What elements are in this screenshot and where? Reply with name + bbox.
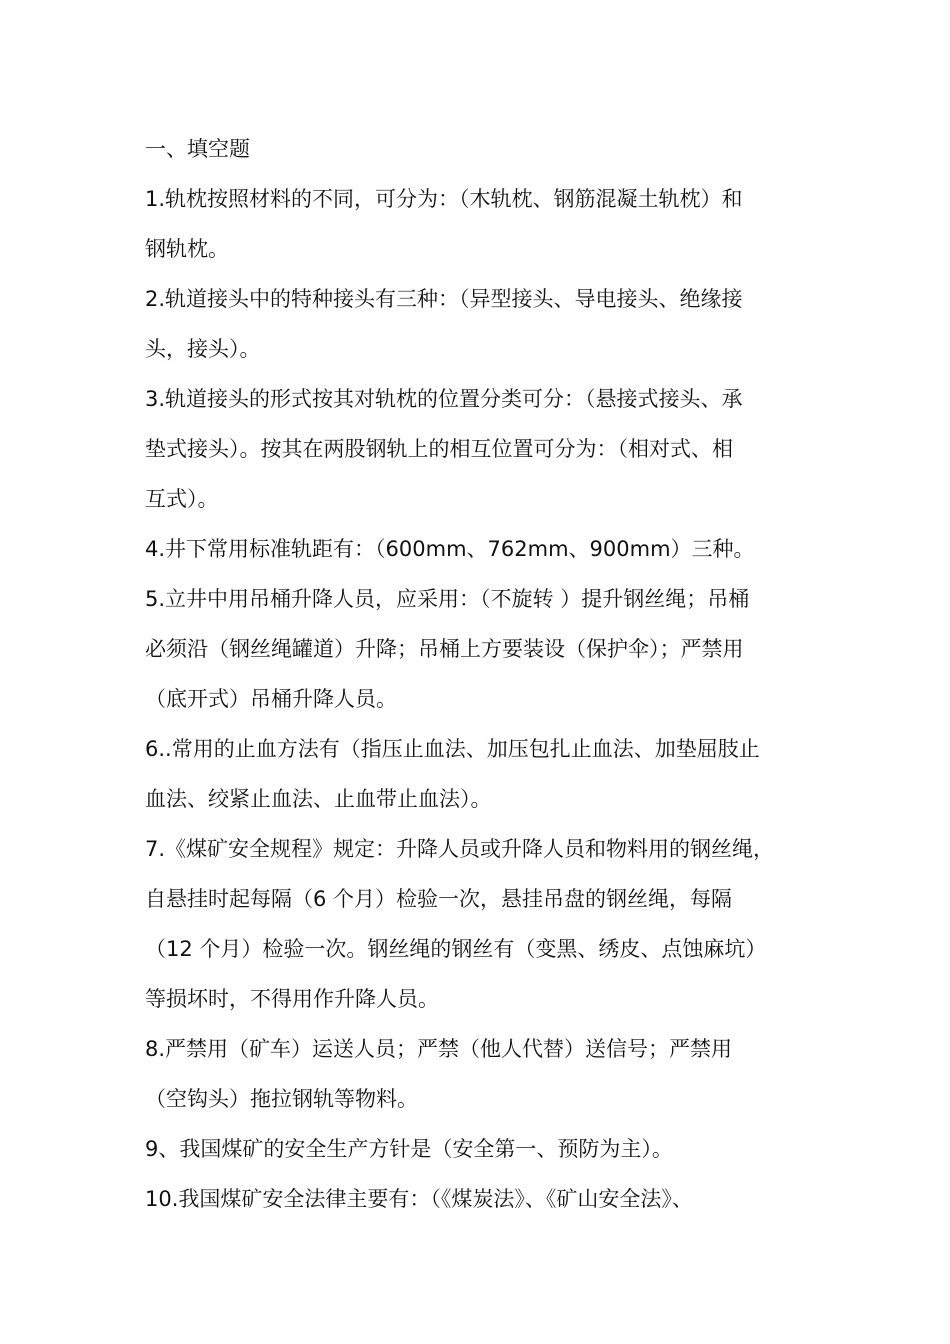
text-line: （12 个月）检验一次。钢丝绳的钢丝有（变黑、绣皮、点蚀麻坑） — [145, 937, 767, 961]
text-line: 等损坏时，不得用作升降人员。 — [145, 987, 439, 1011]
text-line: 自悬挂时起每隔（6 个月）检验一次，悬挂吊盘的钢丝绳，每隔 — [145, 887, 733, 911]
text-line: （底开式）吊桶升降人员。 — [145, 687, 397, 711]
text-line: 必须沿（钢丝绳罐道）升降；吊桶上方要装设（保护伞）；严禁用 — [145, 637, 744, 661]
text-line: 6..常用的止血方法有（指压止血法、加压包扎止血法、加垫屈肢止 — [145, 737, 760, 761]
text-line: 垫式接头）。按其在两股钢轨上的相互位置可分为：（相对式、相 — [145, 437, 733, 461]
text-line: 9、我国煤矿的安全生产方针是（安全第一、预防为主）。 — [145, 1137, 673, 1161]
text-line: 10.我国煤矿安全法律主要有：（《煤炭法》、《矿山安全法》、 — [145, 1187, 693, 1211]
text-line: （空钩头）拖拉钢轨等物料。 — [145, 1087, 418, 1111]
text-line: 3.轨道接头的形式按其对轨枕的位置分类可分：（悬接式接头、承 — [145, 387, 743, 411]
text-line: 2.轨道接头中的特种接头有三种：（异型接头、导电接头、绝缘接 — [145, 287, 743, 311]
text-line: 互式）。 — [145, 487, 219, 511]
text-line: 头，接头）。 — [145, 337, 261, 361]
text-line: 7.《煤矿安全规程》规定：升降人员或升降人员和物料用的钢丝绳， — [145, 837, 775, 861]
text-line: 5.立井中用吊桶升降人员，应采用：（不旋转 ）提升钢丝绳；吊桶 — [145, 587, 750, 611]
text-line: 钢轨枕。 — [145, 237, 229, 261]
text-line: 4.井下常用标准轨距有：（600mm、762mm、900mm）三种。 — [145, 537, 755, 561]
text-line: 血法、绞紧止血法、止血带止血法）。 — [145, 787, 492, 811]
document-body — [145, 124, 825, 1224]
text-line: 8.严禁用（矿车）运送人员；严禁（他人代替）送信号；严禁用 — [145, 1037, 733, 1061]
text-line: 1.轨枕按照材料的不同，可分为：（木轨枕、钢筋混凝土轨枕）和 — [145, 187, 743, 211]
section-heading: 一、填空题 — [145, 137, 250, 161]
